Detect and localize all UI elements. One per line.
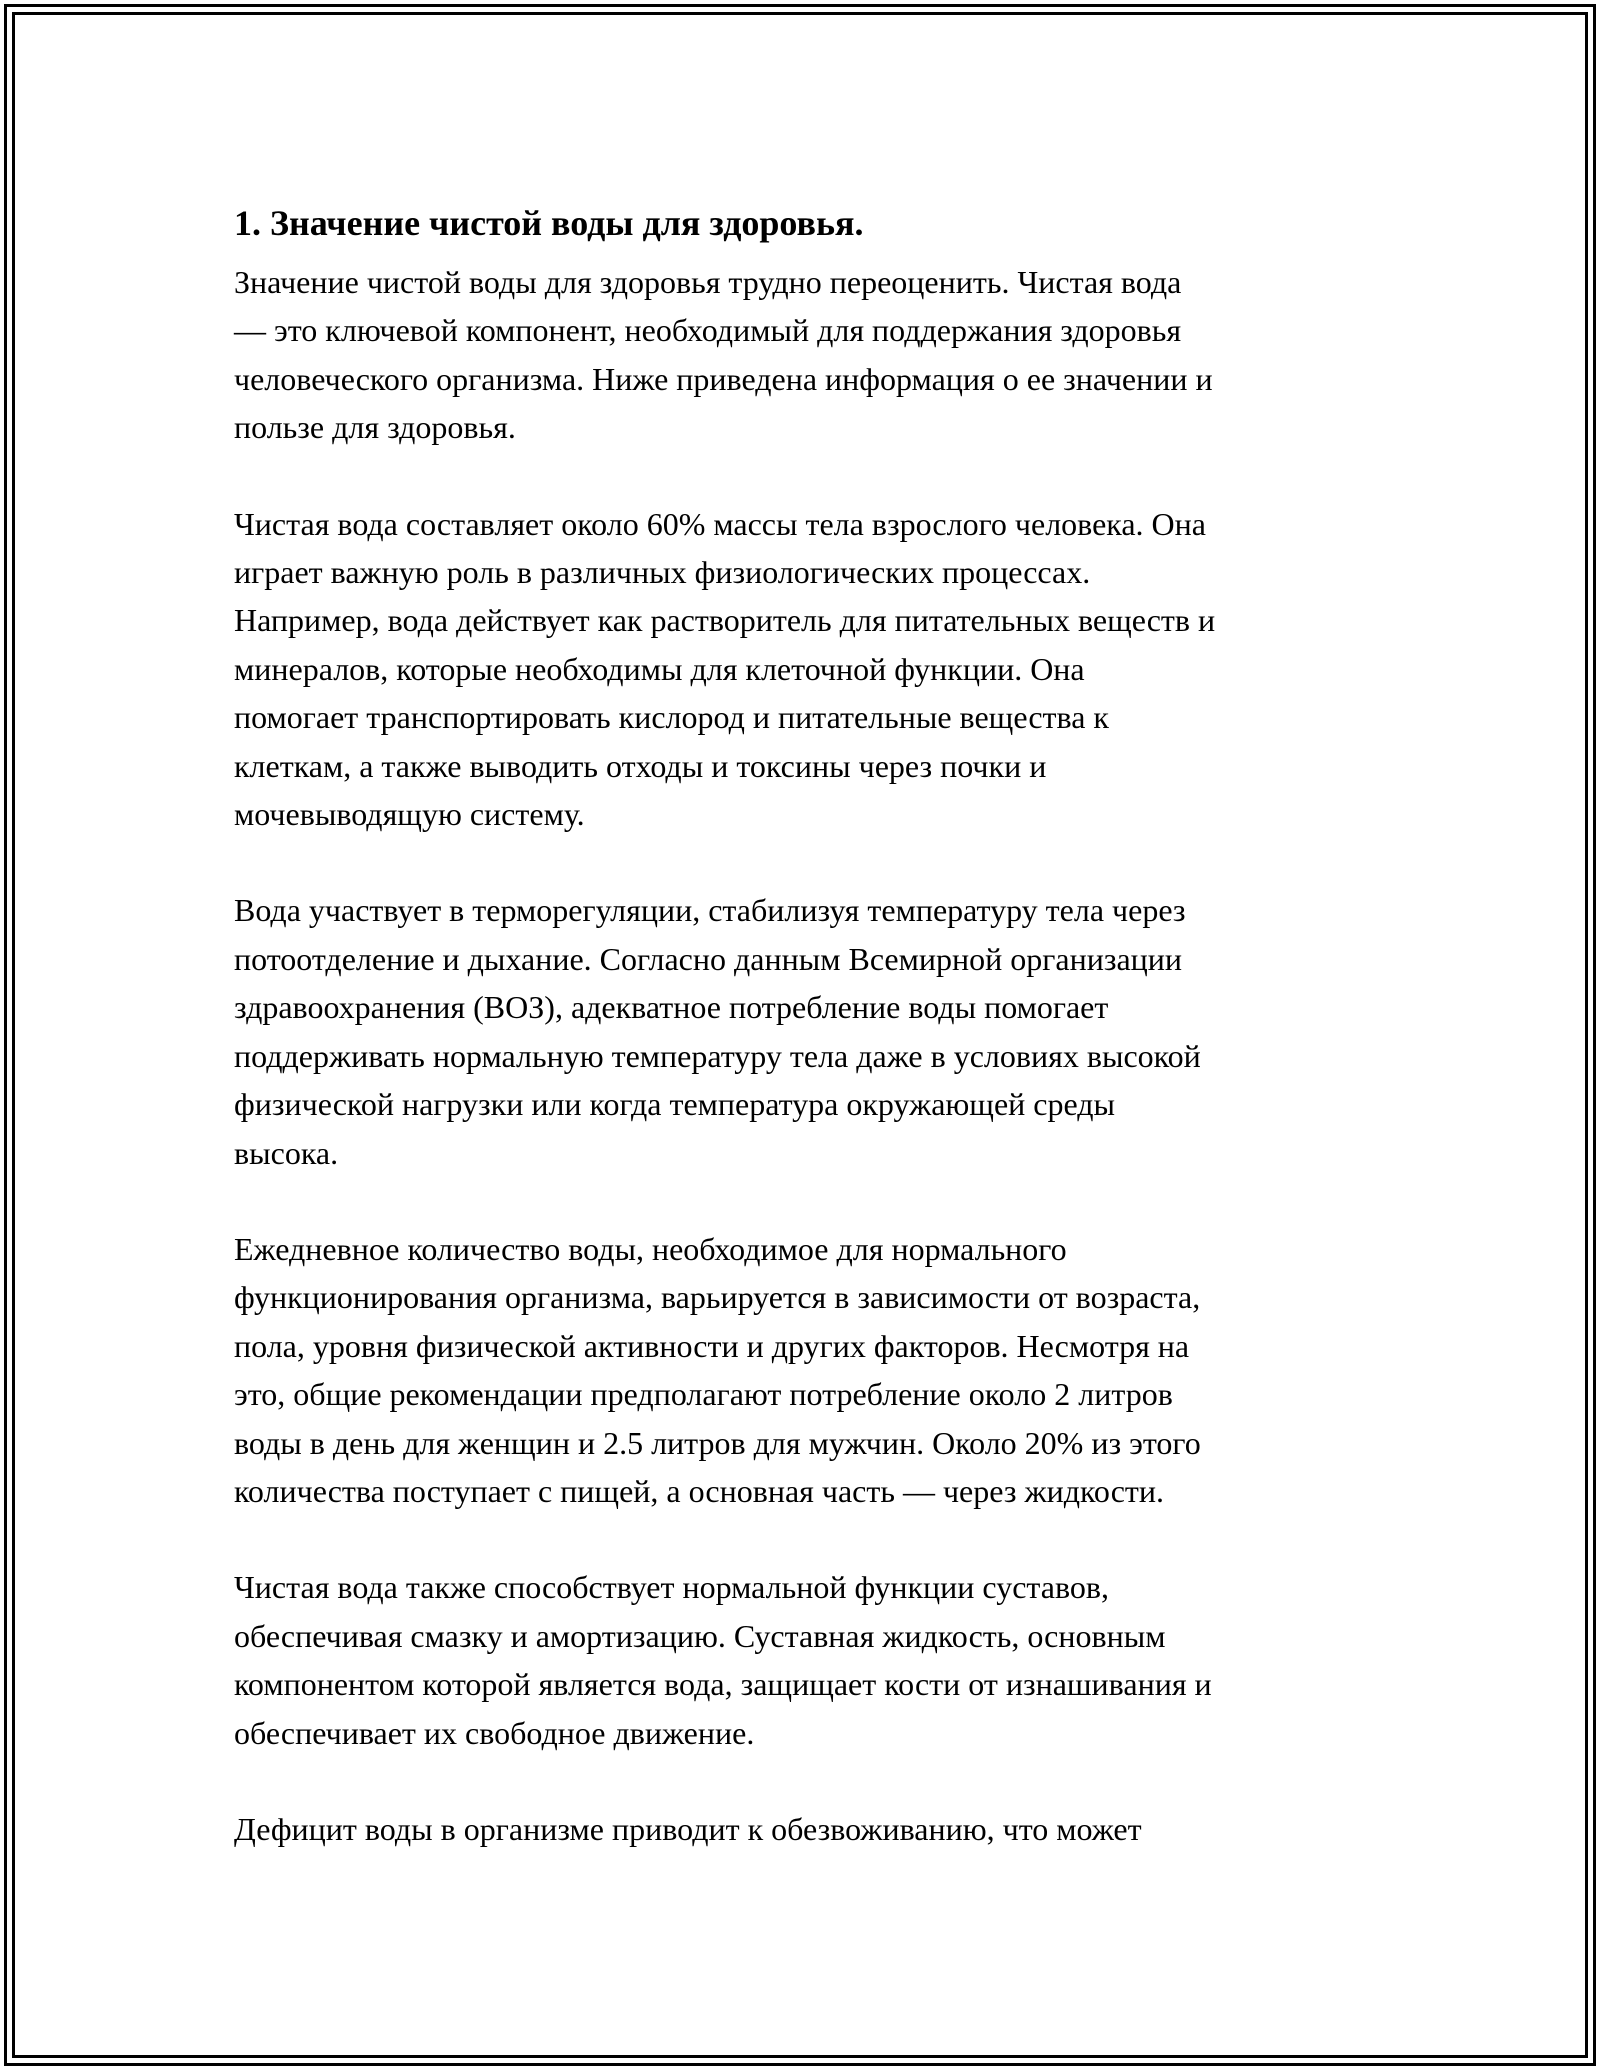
document-body (234, 188, 1384, 1853)
text-line: Чистая вода также способствует нормальной функции суставов, (234, 1569, 1109, 1606)
text-line: клеткам, а также выводить отходы и токсины через почки и (234, 747, 1047, 784)
document-page (4, 4, 1596, 2066)
text-line: обеспечивает их свободное движение. (234, 1714, 755, 1751)
text-line: поддерживать нормальную температуру тела даже в условиях высокой (234, 1037, 1201, 1074)
text-line: это, общие рекомендации предполагают потребление около 2 литров (234, 1376, 1173, 1413)
paragraph-body-mass (234, 500, 1384, 839)
text-line: помогает транспортировать кислород и питательные вещества к (234, 699, 1109, 736)
text-line: Ежедневное количество воды, необходимое для нормального (234, 1230, 1067, 1267)
text-line: потоотделение и дыхание. Согласно данным Всемирной организации (234, 940, 1183, 977)
text-line: пользе для здоровья. (234, 409, 516, 446)
text-line: мочевыводящую систему. (234, 796, 585, 833)
text-line: Дефицит воды в организме приводит к обезвоживанию, что может (234, 1810, 1142, 1847)
text-line: количества поступает с пищей, а основная часть — через жидкости. (234, 1472, 1165, 1509)
text-line: играет важную роль в различных физиологических процессах. (234, 554, 1091, 591)
text-line: человеческого организма. Ниже приведена информация о ее значении и (234, 360, 1213, 397)
text-line: компонентом которой является вода, защищает кости от изнашивания и (234, 1666, 1212, 1703)
text-line: обеспечивая смазку и амортизацию. Суставная жидкость, основным (234, 1617, 1166, 1654)
text-line: функционирования организма, варьируется в зависимости от возраста, (234, 1279, 1201, 1316)
paragraph-dehydration (234, 1805, 1384, 1853)
paragraph-intro (234, 258, 1384, 452)
text-line: Например, вода действует как растворитель для питательных веществ и (234, 602, 1216, 639)
text-line: Значение чистой воды для здоровья трудно переоценить. Чистая вода (234, 264, 1182, 300)
text-line: физической нагрузки или когда температура окружающей среды (234, 1086, 1116, 1123)
text-line: Чистая вода составляет около 60% массы тела взрослого человека. Она (234, 505, 1206, 542)
text-line: здравоохранения (ВОЗ), адекватное потребление воды помогает (234, 989, 1109, 1026)
text-line: Вода участвует в терморегуляции, стабилизуя температуру тела через (234, 892, 1186, 929)
paragraph-thermoregulation (234, 886, 1384, 1176)
text-line: воды в день для женщин и 2.5 литров для мужчин. Около 20% из этого (234, 1424, 1201, 1461)
text-line: — это ключевой компонент, необходимый для поддержания здоровья (234, 312, 1182, 349)
text-line: высока. (234, 1134, 339, 1171)
section-heading: 1. Значение чистой воды для здоровья. (234, 203, 864, 243)
paragraph-joints (234, 1563, 1384, 1757)
text-line: минералов, которые необходимы для клеточной функции. Она (234, 650, 1085, 687)
paragraph-daily-intake (234, 1225, 1384, 1515)
text-line: пола, уровня физической активности и других факторов. Несмотря на (234, 1327, 1190, 1364)
